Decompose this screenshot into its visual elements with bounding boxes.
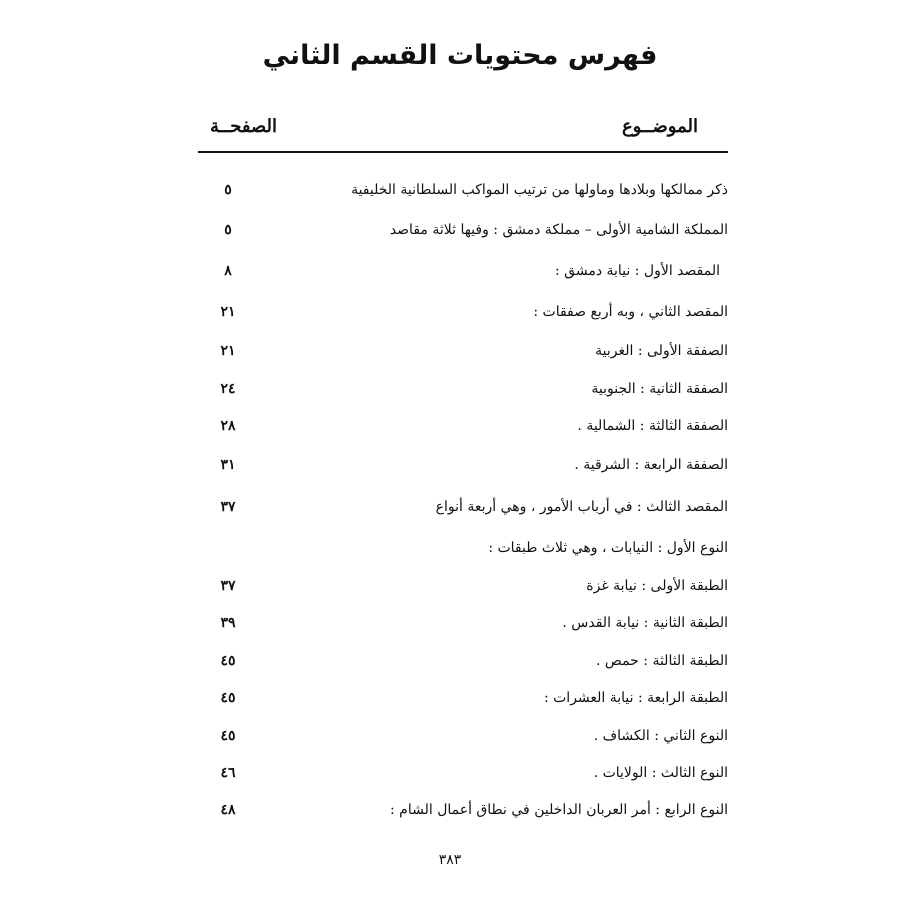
entry-topic: المقصد الأول : نيابة دمشق : bbox=[555, 263, 720, 279]
toc-entry bbox=[200, 576, 728, 604]
entry-topic: الصفقة الثانية : الجنوبية bbox=[591, 381, 728, 397]
entry-topic: المقصد الثاني ، وبه أربع صفقات : bbox=[533, 304, 728, 320]
topic-column-header: الموضــوع bbox=[621, 116, 698, 137]
entry-page: ٥ bbox=[224, 182, 232, 198]
toc-entry bbox=[200, 726, 728, 754]
entry-page: ٣٧ bbox=[220, 499, 236, 515]
entry-topic: ذكر ممالكها وبلادها وماولها من ترتيب المواكب السلطانية الخليفية bbox=[351, 182, 728, 198]
entry-page: ٤٥ bbox=[220, 690, 236, 706]
toc-entry bbox=[200, 538, 728, 566]
entry-page: ٤٦ bbox=[220, 765, 236, 781]
entry-topic: الصفقة الرابعة : الشرقية . bbox=[574, 457, 728, 473]
toc-entry bbox=[200, 180, 728, 208]
toc-entry bbox=[200, 497, 728, 525]
entry-topic: الطبقة الثالثة : حمص . bbox=[596, 653, 728, 669]
entry-topic: المقصد الثالث : في أرباب الأمور ، وهي أربعة أنواع bbox=[435, 499, 728, 515]
toc-entry bbox=[200, 220, 728, 248]
toc-entry bbox=[200, 613, 728, 641]
toc-entry bbox=[200, 416, 728, 444]
entry-topic: المملكة الشامية الأولى – مملكة دمشق : وفيها ثلاثة مقاصد bbox=[389, 222, 728, 238]
entry-page: ٣٧ bbox=[220, 578, 236, 594]
toc-entry bbox=[200, 800, 728, 828]
entry-page: ٢٨ bbox=[220, 418, 236, 434]
entry-topic: النوع الأول : النيابات ، وهي ثلاث طبقات : bbox=[488, 540, 728, 556]
toc-entry bbox=[200, 261, 728, 289]
entry-page: ٣٩ bbox=[220, 615, 236, 631]
entry-page: ٤٥ bbox=[220, 653, 236, 669]
entry-topic: الطبقة الرابعة : نيابة العشرات : bbox=[543, 690, 728, 706]
entry-topic: النوع الثالث : الولايات . bbox=[593, 765, 728, 781]
entry-topic: الطبقة الثانية : نيابة القدس . bbox=[562, 615, 728, 631]
page-title: فهرس محتويات القسم الثاني bbox=[262, 40, 658, 71]
entry-topic: النوع الثاني : الكشاف . bbox=[593, 728, 728, 744]
toc-entry bbox=[200, 688, 728, 716]
entry-page: ٢١ bbox=[220, 304, 236, 320]
entry-topic: الصفقة الثالثة : الشمالية . bbox=[577, 418, 728, 434]
toc-entry bbox=[200, 379, 728, 407]
entry-page: ٢٤ bbox=[220, 381, 236, 397]
page-column-header: الصفحــة bbox=[210, 116, 278, 137]
entry-page: ٥ bbox=[224, 222, 232, 238]
entry-page: ٤٥ bbox=[220, 728, 236, 744]
toc-entry bbox=[200, 763, 728, 791]
entry-page: ٨ bbox=[224, 263, 232, 279]
entry-topic: الطبقة الأولى : نيابة غزة bbox=[586, 578, 728, 594]
toc-entry bbox=[200, 651, 728, 679]
entry-page: ٣١ bbox=[220, 457, 236, 473]
toc-entry bbox=[200, 455, 728, 483]
entry-topic: الصفقة الأولى : الغربية bbox=[595, 343, 728, 359]
toc-entry bbox=[200, 341, 728, 369]
entry-page: ٤٨ bbox=[220, 802, 236, 818]
page-number: ٣٨٣ bbox=[438, 852, 462, 868]
entry-page: ٢١ bbox=[220, 343, 236, 359]
entry-topic: النوع الرابع : أمر العربان الداخلين في نطاق أعمال الشام : bbox=[390, 802, 728, 818]
toc-entry bbox=[200, 302, 728, 330]
